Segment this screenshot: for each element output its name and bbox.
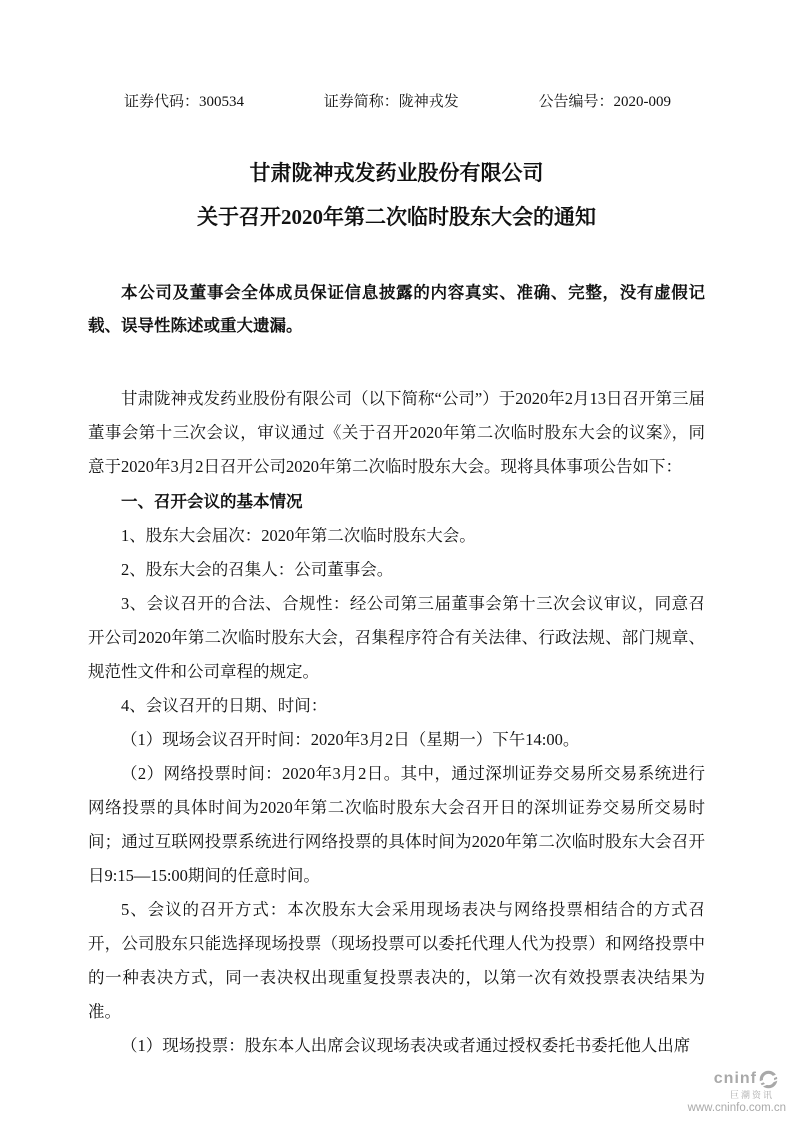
item-online-voting-time: （2）网络投票时间：2020年3月2日。其中，通过深圳证券交易所交易系统进行网络投票的具体时间为2020年第二次临时股东大会召开日的深圳证券交易所交易时间；通过互联网投票系统进行网络投票的具体时间为2020年第二次临时股东大会召开日9:15—15:00期间的任意时间。 <box>88 764 705 886</box>
cninfo-website: www.cninfo.com.cn <box>687 1101 786 1114</box>
cninfo-swirl-icon <box>759 1070 778 1089</box>
disclaimer-statement: 本公司及董事会全体成员保证信息披露的内容真实、准确、完整，没有虚假记载、误导性陈述或重大遗漏。 <box>88 283 705 336</box>
cninfo-watermark <box>688 1070 788 1115</box>
cninfo-logo-row <box>688 1070 788 1089</box>
item-legality: 3、会议召开的合法、合规性：经公司第三届董事会第十三次会议审议，同意召开公司2020年第二次临时股东大会，召集程序符合有关法律、行政法规、部门规章、规范性文件和公司章程的规定。 <box>88 594 705 682</box>
item-onsite-time: （1）现场会议召开时间：2020年3月2日（星期一）下午14:00。 <box>121 730 580 750</box>
stock-code: 证券代码：300534 <box>124 94 245 110</box>
notice-title: 关于召开2020年第二次临时股东大会的通知 <box>197 205 596 230</box>
section-1-heading: 一、召开会议的基本情况 <box>121 492 303 512</box>
item-meeting-session: 1、股东大会届次：2020年第二次临时股东大会。 <box>121 526 476 546</box>
item-convener: 2、股东大会的召集人：公司董事会。 <box>121 560 394 580</box>
cninfo-chinese-name: 巨潮资讯 <box>729 1089 774 1100</box>
announcement-number: 公告编号：2020-009 <box>538 94 671 110</box>
item-onsite-voting: （1）现场投票：股东本人出席会议现场表决或者通过授权委托书委托他人出席 <box>121 1036 691 1056</box>
cninfo-logo-text: cninf <box>713 1070 757 1087</box>
intro-paragraph: 甘肃陇神戎发药业股份有限公司（以下简称“公司”）于2020年2月13日召开第三届董事会第十三次会议，审议通过《关于召开2020年第二次临时股东大会的议案》，同意于2020年3月2日召开公司2020年第二次临时股东大会。现将具体事项公告如下： <box>88 389 705 477</box>
stock-short-name: 证券简称：陇神戎发 <box>323 94 459 110</box>
company-title: 甘肃陇神戎发药业股份有限公司 <box>249 161 544 185</box>
item-meeting-method: 5、会议的召开方式：本次股东大会采用现场表决与网络投票相结合的方式召开，公司股东只能选择现场投票（现场投票可以委托代理人代为投票）和网络投票中的一种表决方式，同一表决权出现重复投票表决的，以第一次有效投票表决结果为准。 <box>88 900 705 1022</box>
securities-header-row <box>88 92 705 112</box>
item-date-time: 4、会议召开的日期、时间： <box>121 696 328 716</box>
